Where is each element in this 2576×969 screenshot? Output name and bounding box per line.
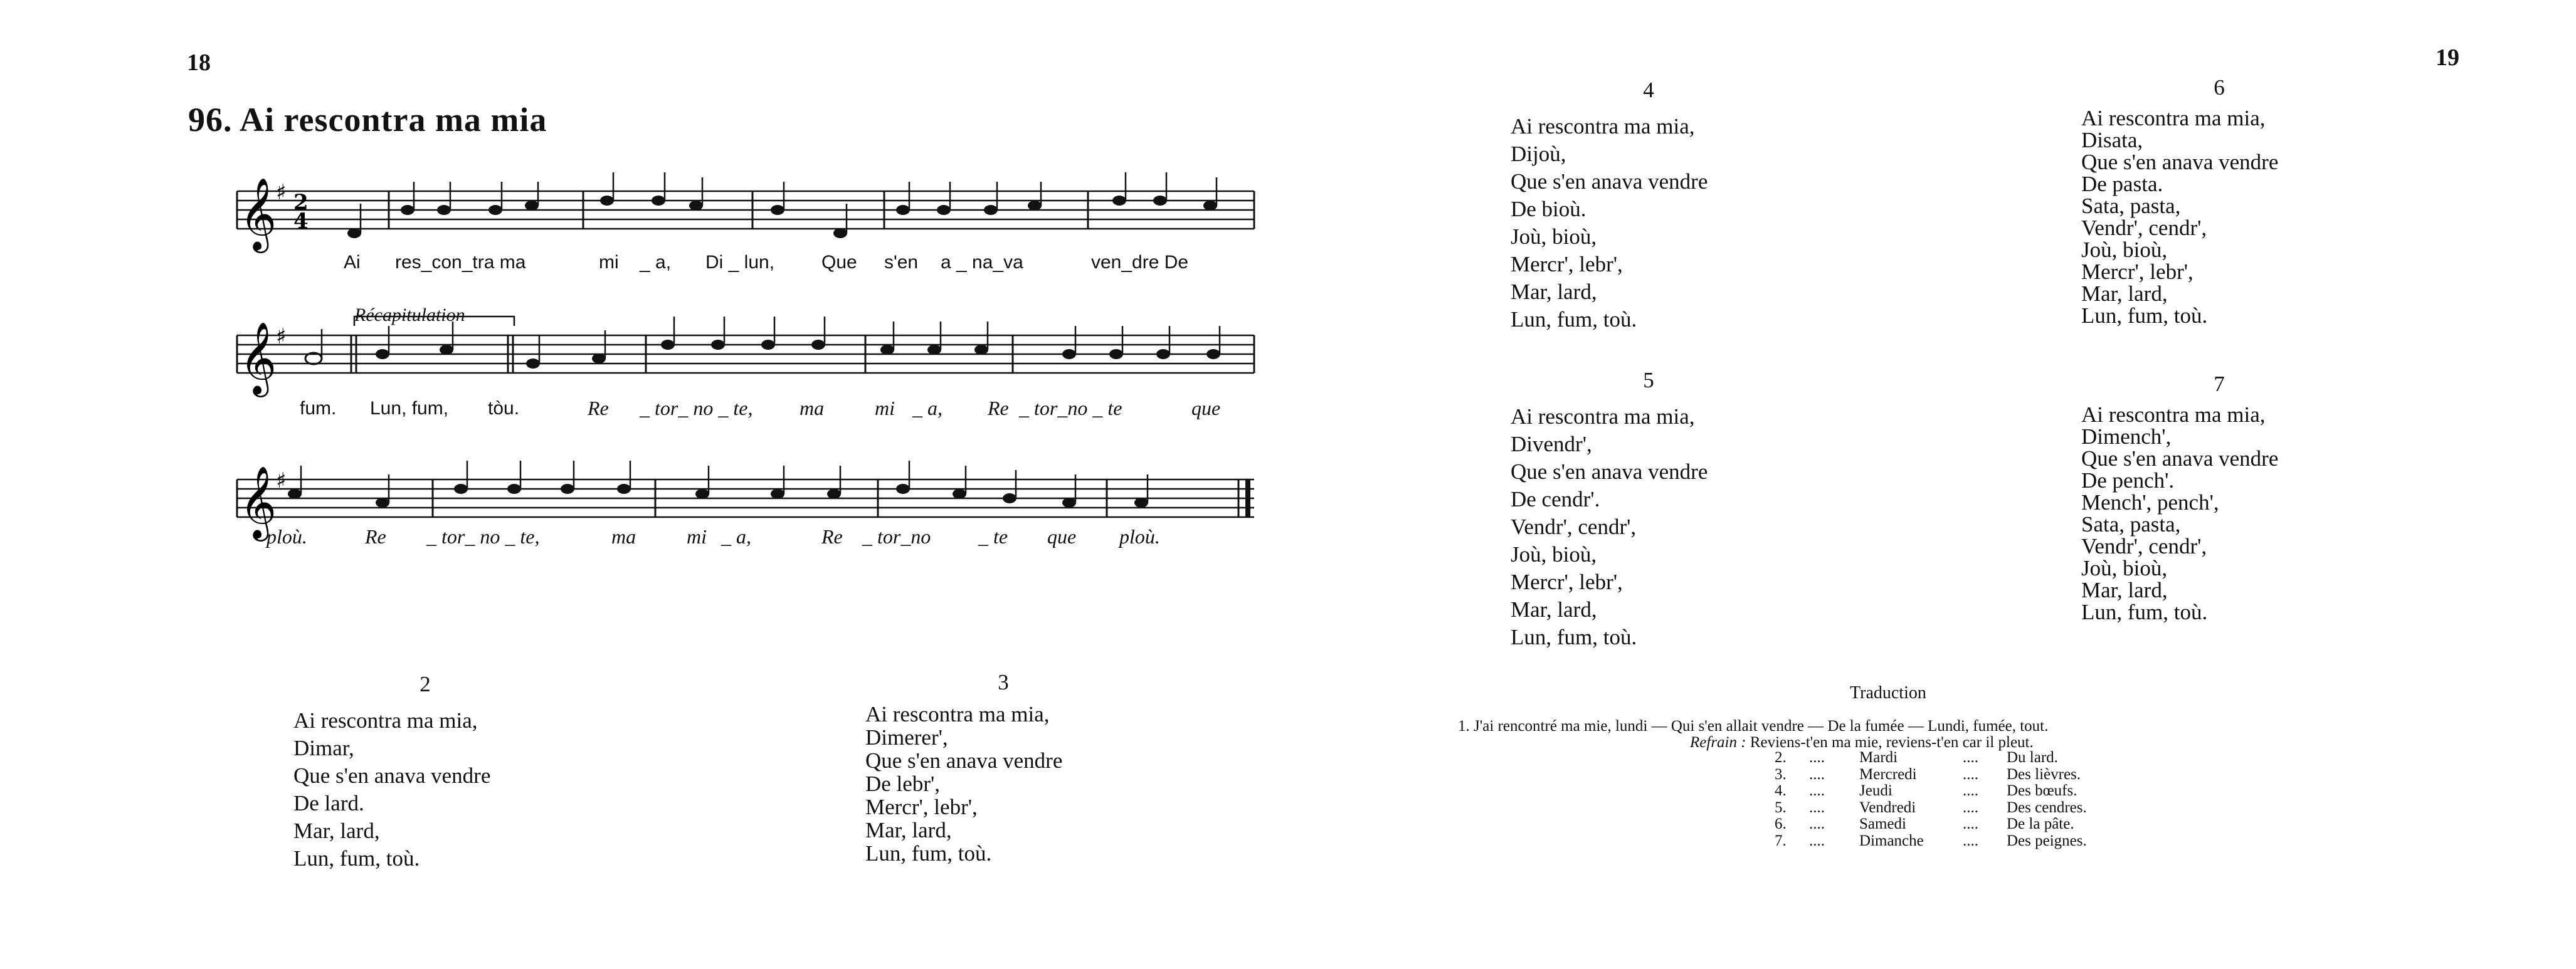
verse-line: Ai rescontra ma mia, xyxy=(1511,114,1695,139)
translation-day-col xyxy=(1859,750,1924,849)
note xyxy=(1134,498,1148,508)
verse-line: Lun, fum, toù. xyxy=(1511,625,1637,649)
verse-line: Disata, xyxy=(2081,128,2143,152)
verse-line: Vendr', cendr', xyxy=(1511,515,1637,539)
note xyxy=(1062,349,1076,359)
note xyxy=(896,484,910,494)
verse-line: Mercr', lebr', xyxy=(1511,570,1623,594)
row-day: Mercredi xyxy=(1859,765,1917,783)
verse-line: Joù, bioù, xyxy=(1511,542,1597,567)
treble-clef-icon: 𝄞 xyxy=(240,465,277,538)
verse-4 xyxy=(1511,76,1787,333)
row-dots: .... xyxy=(1963,832,1978,849)
note xyxy=(288,489,302,499)
row-num: 7. xyxy=(1775,832,1787,849)
note xyxy=(526,359,540,369)
row-num: 5. xyxy=(1775,799,1787,816)
row-num: 6. xyxy=(1775,815,1787,832)
verse-line: De lebr', xyxy=(865,772,941,796)
music-score xyxy=(0,0,1288,577)
verse-number: 2 xyxy=(420,672,431,696)
row-dots: .... xyxy=(1963,815,1978,832)
row-day: Dimanche xyxy=(1859,832,1924,849)
sharp-icon: ♯ xyxy=(276,324,287,349)
verse-line: Que s'en anava vendre xyxy=(293,763,491,788)
note xyxy=(488,205,502,215)
verse-line: Que s'en anava vendre xyxy=(1511,459,1708,484)
verse-line: Mar, lard, xyxy=(2081,281,2168,306)
note xyxy=(927,345,941,355)
translation-dots-col xyxy=(1809,750,1825,849)
note xyxy=(376,498,389,508)
note xyxy=(771,205,784,215)
note xyxy=(937,205,951,215)
translation-what-col xyxy=(2007,750,2087,849)
lyric-syllable: s'en xyxy=(884,252,919,273)
row-what: Des bœufs. xyxy=(2007,782,2077,799)
verse-line: Ai rescontra ma mia, xyxy=(1511,404,1695,429)
verse-line: Lun, fum, toù. xyxy=(293,846,420,871)
verse-5 xyxy=(1511,367,1787,651)
verse-line: De cendr'. xyxy=(1511,487,1600,511)
row-dots: .... xyxy=(1809,765,1825,783)
lyric-syllable: ma xyxy=(800,397,825,419)
verse-line: Dimench', xyxy=(2081,424,2172,449)
verse-line: Sata, pasta, xyxy=(2081,194,2181,218)
row-dots: .... xyxy=(1809,782,1825,799)
row-dots: .... xyxy=(1809,749,1825,766)
lyric-syllable: Lun, fum, xyxy=(370,398,449,419)
row-what: Du lard. xyxy=(2007,749,2058,766)
verse-number: 3 xyxy=(998,670,1009,694)
row-what: De la pâte. xyxy=(2007,815,2074,832)
row-dots: .... xyxy=(1963,799,1978,816)
note xyxy=(440,345,453,355)
lyric-syllable: que xyxy=(1191,397,1221,419)
verse-6 xyxy=(2081,76,2357,327)
verse-line: Mar, lard, xyxy=(293,819,380,843)
row-what: Des lièvres. xyxy=(2007,765,2081,783)
lyric-syllable: _ a, xyxy=(912,397,942,419)
note xyxy=(689,201,703,211)
verse-line: Lun, fum, toù. xyxy=(2081,303,2208,328)
translation-dots2-col xyxy=(1963,750,1978,849)
verse-number: 4 xyxy=(1643,78,1654,102)
lyric-syllable: _ tor_ no _ te, xyxy=(640,397,753,419)
note xyxy=(454,484,468,494)
verse-line: Mercr', lebr', xyxy=(2081,259,2193,284)
verse-line: Mench', pench', xyxy=(2081,490,2219,515)
verse-number: 6 xyxy=(2214,75,2225,100)
row-day: Vendredi xyxy=(1859,799,1916,816)
staff-lines-system-2 xyxy=(237,335,1254,373)
note xyxy=(1112,196,1126,206)
lyric-syllable: _ te xyxy=(978,525,1008,548)
lyric-syllable: Re xyxy=(988,397,1009,419)
lyric-syllable: Ai xyxy=(344,252,361,273)
verse-number: 5 xyxy=(1643,368,1654,392)
verse-2 xyxy=(293,671,557,872)
row-dots: .... xyxy=(1809,832,1825,849)
row-num: 4. xyxy=(1775,782,1787,799)
row-what: Des cendres. xyxy=(2007,799,2087,816)
right-page xyxy=(1288,0,2576,969)
note xyxy=(953,489,966,499)
note xyxy=(561,484,574,494)
lyric-syllable: ploù. xyxy=(1119,525,1160,548)
time-sig-top: 2 xyxy=(293,190,309,215)
verse-3 xyxy=(865,671,1141,865)
note xyxy=(1003,493,1016,503)
verse-line: Ai rescontra ma mia, xyxy=(2081,106,2266,130)
refrain-label: Refrain : xyxy=(1690,734,1746,751)
verse-line: Dimerer', xyxy=(865,725,948,750)
row-what: Des peignes. xyxy=(2007,832,2087,849)
verse-line: Vendr', cendr', xyxy=(2081,216,2207,240)
verse-line: Mercr', lebr', xyxy=(1511,252,1623,276)
verse-line: Mar, lard, xyxy=(865,818,952,842)
verse-line: Sata, pasta, xyxy=(2081,512,2181,537)
note xyxy=(984,205,998,215)
verse-line: Mar, lard, xyxy=(1511,280,1597,304)
translation-title: Traduction xyxy=(1850,683,1926,703)
verse-line: Ai rescontra ma mia, xyxy=(2081,402,2266,427)
verse-line: Lun, fum, toù. xyxy=(1511,307,1637,332)
lyric-syllable: _ tor_no _ te xyxy=(1019,397,1122,419)
lyric-syllable: ma xyxy=(611,525,636,548)
lyric-syllable: fum. xyxy=(300,398,337,419)
verse-line: Dijoù, xyxy=(1511,142,1566,166)
lyric-syllable: mi xyxy=(687,525,707,548)
verse-line: Lun, fum, toù. xyxy=(865,841,992,866)
verse-line: Vendr', cendr', xyxy=(2081,534,2207,558)
lyric-syllable: res_con_tra ma xyxy=(395,252,526,273)
lyric-syllable: ploù. xyxy=(267,525,307,548)
page-number-right: 19 xyxy=(2436,45,2459,71)
note xyxy=(1203,201,1217,211)
verse-line: De bioù. xyxy=(1511,197,1586,221)
note xyxy=(600,196,614,206)
note xyxy=(652,196,665,206)
verse-line: De pench'. xyxy=(2081,468,2175,493)
note xyxy=(896,205,910,215)
verse-line: Joù, bioù, xyxy=(2081,556,2168,580)
row-day: Samedi xyxy=(1859,815,1906,832)
treble-clef-icon: 𝄞 xyxy=(240,321,277,394)
treble-clef-icon: 𝄞 xyxy=(240,177,277,250)
note xyxy=(592,354,606,364)
note xyxy=(761,340,775,350)
time-sig-bottom: 4 xyxy=(293,209,309,234)
verse-line: Mar, lard, xyxy=(1511,597,1597,622)
verse-number: 7 xyxy=(2214,372,2225,396)
notes-system-3 xyxy=(288,484,1148,508)
staff-lines-system-3 xyxy=(237,479,1254,517)
note xyxy=(695,489,709,499)
verse-line: Que s'en anava vendre xyxy=(2081,446,2279,471)
row-dots: .... xyxy=(1963,749,1978,766)
verse-line: Joù, bioù, xyxy=(2081,238,2168,262)
row-num: 3. xyxy=(1775,765,1787,783)
verse-line: Que s'en anava vendre xyxy=(865,748,1063,773)
lyric-syllable: Di _ lun, xyxy=(705,252,775,273)
lyric-syllable: _ a, xyxy=(640,252,672,273)
translation-num-col xyxy=(1775,750,1787,849)
stems-system-3 xyxy=(301,461,1148,503)
row-dots: .... xyxy=(1809,815,1825,832)
note xyxy=(833,228,847,238)
note xyxy=(974,345,988,355)
lyric-syllable: tòu. xyxy=(488,398,520,419)
note xyxy=(811,340,825,350)
note xyxy=(880,345,894,355)
recap-label: Récapitulation xyxy=(354,305,465,325)
verse-line: Divendr', xyxy=(1511,432,1592,456)
song-title: 96. Ai rescontra ma mia xyxy=(188,101,547,139)
verse-line: Ai rescontra ma mia, xyxy=(293,708,478,733)
verse-line: Mercr', lebr', xyxy=(865,795,978,819)
lyric-syllable: Re xyxy=(365,525,386,548)
note xyxy=(771,489,784,499)
note xyxy=(437,205,451,215)
lyric-syllable: que xyxy=(1047,525,1077,548)
verse-line: Ai rescontra ma mia, xyxy=(865,702,1050,726)
note xyxy=(347,228,361,238)
note xyxy=(1109,349,1123,359)
lyric-syllable: a _ na_va xyxy=(941,252,1023,273)
verse-line: Que s'en anava vendre xyxy=(1511,169,1708,194)
note xyxy=(827,489,841,499)
note xyxy=(661,340,675,350)
lyric-syllable: mi xyxy=(875,397,895,419)
verse-line: Lun, fum, toù. xyxy=(2081,600,2208,624)
note xyxy=(525,201,539,211)
row-num: 2. xyxy=(1775,749,1787,766)
lyric-syllable: ven_dre De xyxy=(1091,252,1189,273)
lyric-syllable: _ tor_ no _ te, xyxy=(426,525,540,548)
row-day: Mardi xyxy=(1859,749,1898,766)
sharp-icon: ♯ xyxy=(276,180,287,205)
note xyxy=(1028,201,1042,211)
verse-line: Dimar, xyxy=(293,736,354,760)
lyric-syllable: _ a, xyxy=(721,525,751,548)
row-dots: .... xyxy=(1963,782,1978,799)
lyric-syllable: _ tor_no xyxy=(862,525,931,548)
verse-line: De pasta. xyxy=(2081,172,2163,196)
note xyxy=(1206,349,1220,359)
note xyxy=(711,340,725,350)
verse-7 xyxy=(2081,373,2357,623)
verse-line: Mar, lard, xyxy=(2081,578,2168,602)
verse-line: De lard. xyxy=(293,791,364,815)
note xyxy=(1153,196,1167,206)
verse-line: Que s'en anava vendre xyxy=(2081,150,2279,174)
note xyxy=(507,484,521,494)
note xyxy=(401,205,414,215)
notes-system-1 xyxy=(347,196,1217,238)
sharp-icon: ♯ xyxy=(276,468,287,493)
row-dots: .... xyxy=(1963,765,1978,783)
refrain-text: Reviens-t'en ma mie, reviens-t'en car il pleut. xyxy=(1750,734,2034,751)
note xyxy=(1156,349,1170,359)
row-day: Jeudi xyxy=(1859,782,1892,799)
lyric-syllable: Re xyxy=(821,525,843,548)
lyric-syllable: mi xyxy=(599,252,619,273)
note xyxy=(1062,498,1076,508)
translation-line-1: 1. J'ai rencontré ma mie, lundi — Qui s'en allait vendre — De la fumée — Lundi, fumée, tout. xyxy=(1458,718,2049,735)
page-number-left: 18 xyxy=(187,50,211,76)
row-dots: .... xyxy=(1809,799,1825,816)
verse-line: Joù, bioù, xyxy=(1511,224,1597,249)
note xyxy=(376,349,389,359)
lyric-syllable: Que xyxy=(821,252,857,273)
note xyxy=(617,484,631,494)
lyric-syllable: Re xyxy=(588,397,609,419)
